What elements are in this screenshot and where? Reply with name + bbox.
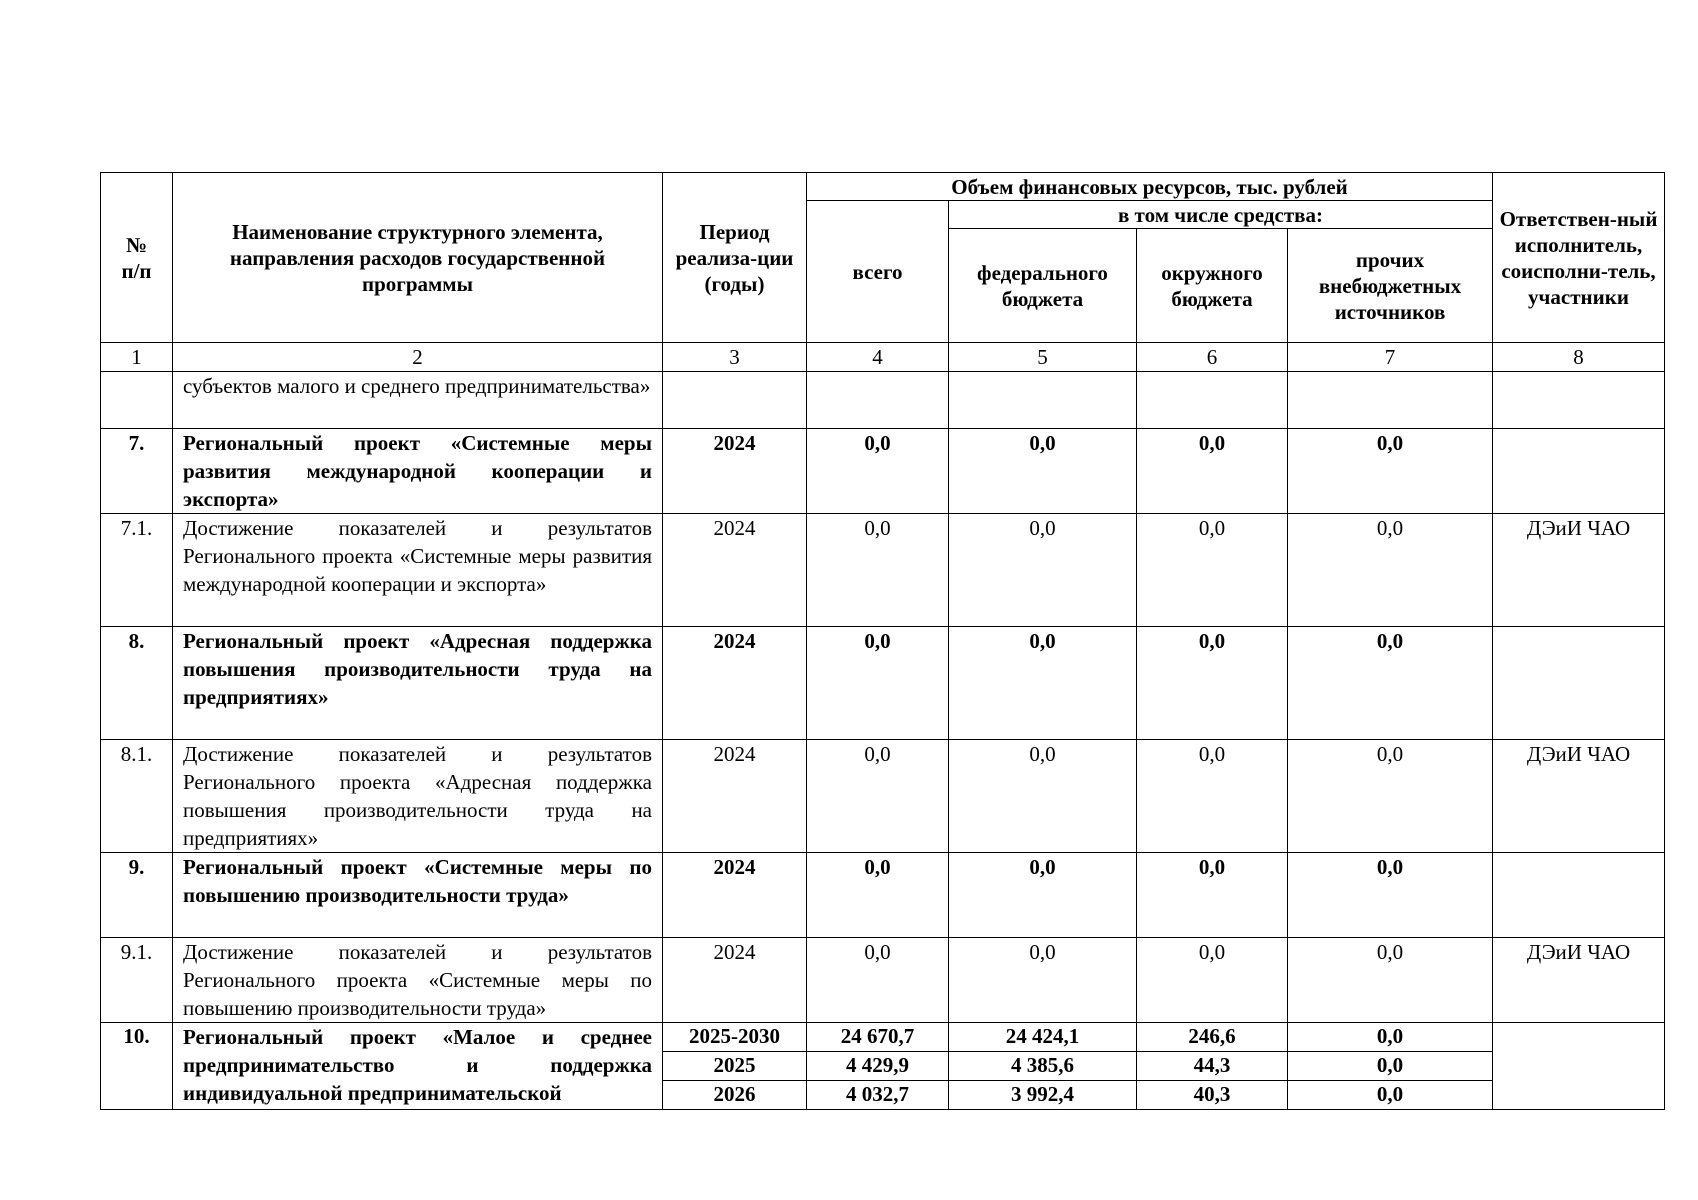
row-name: Достижение показателей и результатов Регионального проекта «Системные меры развития международной кооперации и экспорта»	[173, 514, 663, 627]
row-num: 8.	[101, 627, 173, 740]
table-row	[101, 627, 1665, 740]
row-period: 2024	[663, 627, 807, 740]
row-okrug: 0,0	[1137, 740, 1288, 853]
row-responsible	[1493, 372, 1665, 429]
row-okrug: 0,0	[1137, 627, 1288, 740]
row-okrug: 0,0	[1137, 938, 1288, 1023]
table-row	[101, 853, 1665, 938]
row-responsible	[1493, 429, 1665, 514]
row-okrug: 0,0	[1137, 853, 1288, 938]
row-total: 0,0	[807, 853, 949, 938]
row-total: 0,0	[807, 514, 949, 627]
row-okrug: 0,0	[1137, 429, 1288, 514]
row-other: 0,0	[1288, 1081, 1493, 1110]
row-federal: 3 992,4	[949, 1081, 1137, 1110]
row-other: 0,0	[1288, 938, 1493, 1023]
row-period: 2024	[663, 514, 807, 627]
row-federal	[949, 372, 1137, 429]
table-row	[101, 514, 1665, 627]
row-other: 0,0	[1288, 740, 1493, 853]
row-total: 0,0	[807, 627, 949, 740]
col-number: 2	[173, 343, 663, 372]
table-row	[101, 429, 1665, 514]
header-other: прочих внебюджетных источников	[1288, 229, 1493, 343]
row-responsible: ДЭиИ ЧАО	[1493, 514, 1665, 627]
row-period	[663, 372, 807, 429]
row-okrug: 246,6	[1137, 1023, 1288, 1052]
column-numbers-row	[101, 343, 1665, 372]
header-num: № п/п	[101, 173, 173, 343]
row-num: 9.	[101, 853, 173, 938]
row-federal: 0,0	[949, 627, 1137, 740]
row-period: 2024	[663, 853, 807, 938]
row-period: 2026	[663, 1081, 807, 1110]
row-period: 2025	[663, 1052, 807, 1081]
table-row	[101, 372, 1665, 429]
row-num: 10.	[101, 1023, 173, 1110]
row-name: Достижение показателей и результатов Регионального проекта «Адресная поддержка повышения производительности труда на предприятиях»	[173, 740, 663, 853]
col-number: 1	[101, 343, 173, 372]
table-row	[101, 938, 1665, 1023]
row-num: 9.1.	[101, 938, 173, 1023]
row-responsible: ДЭиИ ЧАО	[1493, 938, 1665, 1023]
row-okrug: 44,3	[1137, 1052, 1288, 1081]
row-period: 2024	[663, 938, 807, 1023]
row-name: Региональный проект «Системные меры развития международной кооперации и экспорта»	[173, 429, 663, 514]
row-total	[807, 372, 949, 429]
row-federal: 0,0	[949, 938, 1137, 1023]
row-total: 4 429,9	[807, 1052, 949, 1081]
row-okrug: 40,3	[1137, 1081, 1288, 1110]
header-responsible: Ответствен-ный исполнитель, соисполни-тель, участники	[1493, 173, 1665, 343]
row-period: 2025-2030	[663, 1023, 807, 1052]
row-responsible	[1493, 853, 1665, 938]
header-volume: Объем финансовых ресурсов, тыс. рублей	[807, 173, 1493, 201]
col-number: 4	[807, 343, 949, 372]
row-other	[1288, 372, 1493, 429]
financial-resources-table	[100, 172, 1665, 1110]
row-total: 4 032,7	[807, 1081, 949, 1110]
row-responsible	[1493, 1023, 1665, 1110]
row-num: 8.1.	[101, 740, 173, 853]
row-other: 0,0	[1288, 1052, 1493, 1081]
row-responsible	[1493, 627, 1665, 740]
header-federal: федерального бюджета	[949, 229, 1137, 343]
row-federal: 4 385,6	[949, 1052, 1137, 1081]
col-number: 7	[1288, 343, 1493, 372]
table-row	[101, 1023, 1665, 1052]
col-number: 8	[1493, 343, 1665, 372]
col-number: 3	[663, 343, 807, 372]
header-total: всего	[807, 201, 949, 343]
row-federal: 0,0	[949, 514, 1137, 627]
row-total: 0,0	[807, 938, 949, 1023]
row-name: субъектов малого и среднего предпринимательства»	[173, 372, 663, 429]
row-okrug	[1137, 372, 1288, 429]
table-row	[101, 740, 1665, 853]
row-okrug: 0,0	[1137, 514, 1288, 627]
row-other: 0,0	[1288, 429, 1493, 514]
row-name: Достижение показателей и результатов Регионального проекта «Системные меры по повышению производительности труда»	[173, 938, 663, 1023]
row-num: 7.1.	[101, 514, 173, 627]
col-number: 6	[1137, 343, 1288, 372]
row-other: 0,0	[1288, 1023, 1493, 1052]
header-okrug: окружного бюджета	[1137, 229, 1288, 343]
col-number: 5	[949, 343, 1137, 372]
row-num: 7.	[101, 429, 173, 514]
header-period: Период реализа-ции (годы)	[663, 173, 807, 343]
row-name: Региональный проект «Малое и среднее предпринимательство и поддержка индивидуальной предпринимательской	[173, 1023, 663, 1110]
row-federal: 0,0	[949, 853, 1137, 938]
row-total: 0,0	[807, 429, 949, 514]
row-other: 0,0	[1288, 627, 1493, 740]
row-period: 2024	[663, 740, 807, 853]
row-federal: 0,0	[949, 740, 1137, 853]
row-responsible: ДЭиИ ЧАО	[1493, 740, 1665, 853]
row-name: Региональный проект «Адресная поддержка повышения производительности труда на предприятиях»	[173, 627, 663, 740]
row-name: Региональный проект «Системные меры по повышению производительности труда»	[173, 853, 663, 938]
row-num	[101, 372, 173, 429]
row-other: 0,0	[1288, 514, 1493, 627]
row-total: 0,0	[807, 740, 949, 853]
row-period: 2024	[663, 429, 807, 514]
row-federal: 24 424,1	[949, 1023, 1137, 1052]
header-name: Наименование структурного элемента, направления расходов государственной программы	[173, 173, 663, 343]
header-including: в том числе средства:	[949, 201, 1493, 229]
row-other: 0,0	[1288, 853, 1493, 938]
row-total: 24 670,7	[807, 1023, 949, 1052]
row-federal: 0,0	[949, 429, 1137, 514]
